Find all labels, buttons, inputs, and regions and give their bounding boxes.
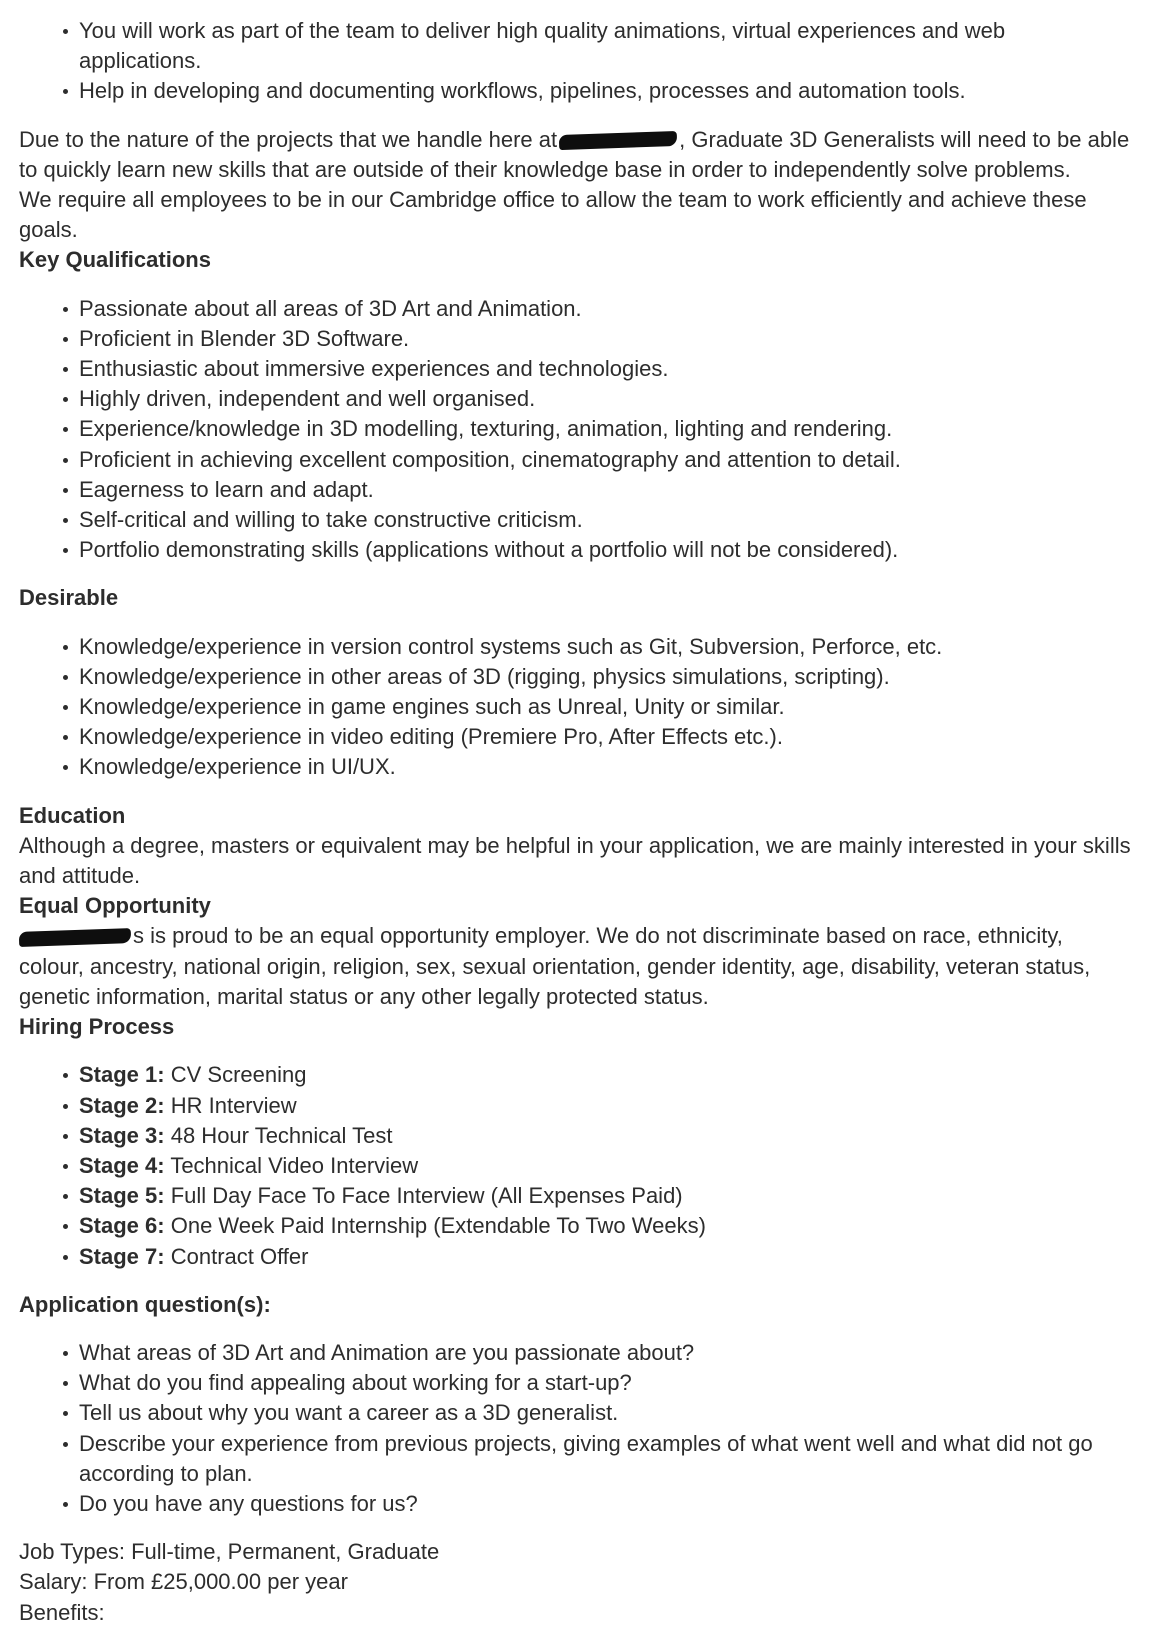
list-item: You will work as part of the team to deliver high quality animations, virtual experiences and web applications. — [79, 16, 1131, 76]
hiring-stages-list — [19, 1060, 1131, 1271]
list-item: Knowledge/experience in game engines such as Unreal, Unity or similar. — [79, 692, 1131, 722]
list-item: Eagerness to learn and adapt. — [79, 475, 1131, 505]
key-qualifications-list — [19, 294, 1131, 566]
list-item: Stage 7: Contract Offer — [79, 1242, 1131, 1272]
list-item: Stage 3: 48 Hour Technical Test — [79, 1121, 1131, 1151]
list-item: Tell us about why you want a career as a 3D generalist. — [79, 1398, 1131, 1428]
office-paragraph: We require all employees to be in our Cambridge office to allow the team to work efficiently and achieve these goals. — [19, 187, 1087, 243]
list-item: What areas of 3D Art and Animation are you passionate about? — [79, 1338, 1131, 1368]
list-item: Knowledge/experience in UI/UX. — [79, 752, 1131, 782]
desirable-list — [19, 632, 1131, 783]
list-item: Portfolio demonstrating skills (applications without a portfolio will not be considered). — [79, 535, 1131, 565]
list-item: Describe your experience from previous projects, giving examples of what went well and what did not go according to plan. — [79, 1429, 1131, 1489]
education-heading: Education — [19, 802, 126, 828]
job-types: Job Types: Full-time, Permanent, Graduate — [19, 1539, 440, 1565]
list-item: Knowledge/experience in video editing (Premiere Pro, After Effects etc.). — [79, 722, 1131, 752]
redaction-mark — [19, 928, 131, 947]
list-item: Knowledge/experience in other areas of 3D (rigging, physics simulations, scripting). — [79, 662, 1131, 692]
list-item: Stage 4: Technical Video Interview — [79, 1151, 1131, 1181]
benefits-label: Benefits: — [19, 1599, 105, 1625]
equal-opportunity-heading: Equal Opportunity — [19, 893, 211, 919]
list-item: Stage 5: Full Day Face To Face Interview (All Expenses Paid) — [79, 1181, 1131, 1211]
application-questions-heading: Application question(s): — [19, 1291, 271, 1317]
salary: Salary: From £25,000.00 per year — [19, 1569, 348, 1595]
desirable-heading: Desirable — [19, 585, 119, 611]
list-item: Do you have any questions for us? — [79, 1489, 1131, 1519]
list-item: Experience/knowledge in 3D modelling, texturing, animation, lighting and rendering. — [79, 414, 1131, 444]
application-questions-list — [19, 1338, 1131, 1519]
equal-opportunity-paragraph: s is proud to be an equal opportunity employer. We do not discriminate based on race, ethnicity, colour, ancestry, national origin, religion, sex, sexual orientation, gender identity, age, disability, veteran status, genetic information, marital status or any other legally protected status. — [19, 923, 1091, 1009]
intro-list — [19, 16, 1131, 107]
list-item: Self-critical and willing to take constructive criticism. — [79, 505, 1131, 535]
list-item: What do you find appealing about working for a start-up? — [79, 1368, 1131, 1398]
nature-paragraph: Due to the nature of the projects that we handle here at , Graduate 3D Generalists will need to be able to quickly learn new skills that are outside of their knowledge base in order to independently solve problems. — [19, 126, 1130, 182]
list-item: Passionate about all areas of 3D Art and Animation. — [79, 294, 1131, 324]
key-qualifications-heading: Key Qualifications — [19, 247, 211, 273]
list-item: Help in developing and documenting workflows, pipelines, processes and automation tools. — [79, 76, 1131, 106]
list-item: Stage 6: One Week Paid Internship (Extendable To Two Weeks) — [79, 1211, 1131, 1241]
list-item: Knowledge/experience in version control systems such as Git, Subversion, Perforce, etc. — [79, 632, 1131, 662]
list-item: Highly driven, independent and well organised. — [79, 384, 1131, 414]
redaction-mark — [559, 131, 677, 150]
list-item: Enthusiastic about immersive experiences and technologies. — [79, 354, 1131, 384]
list-item: Stage 2: HR Interview — [79, 1091, 1131, 1121]
hiring-process-heading: Hiring Process — [19, 1014, 175, 1040]
list-item: Proficient in Blender 3D Software. — [79, 324, 1131, 354]
list-item: Proficient in achieving excellent composition, cinematography and attention to detail. — [79, 445, 1131, 475]
list-item: Stage 1: CV Screening — [79, 1060, 1131, 1090]
education-paragraph: Although a degree, masters or equivalent may be helpful in your application, we are mainly interested in your skills and attitude. — [19, 832, 1131, 889]
